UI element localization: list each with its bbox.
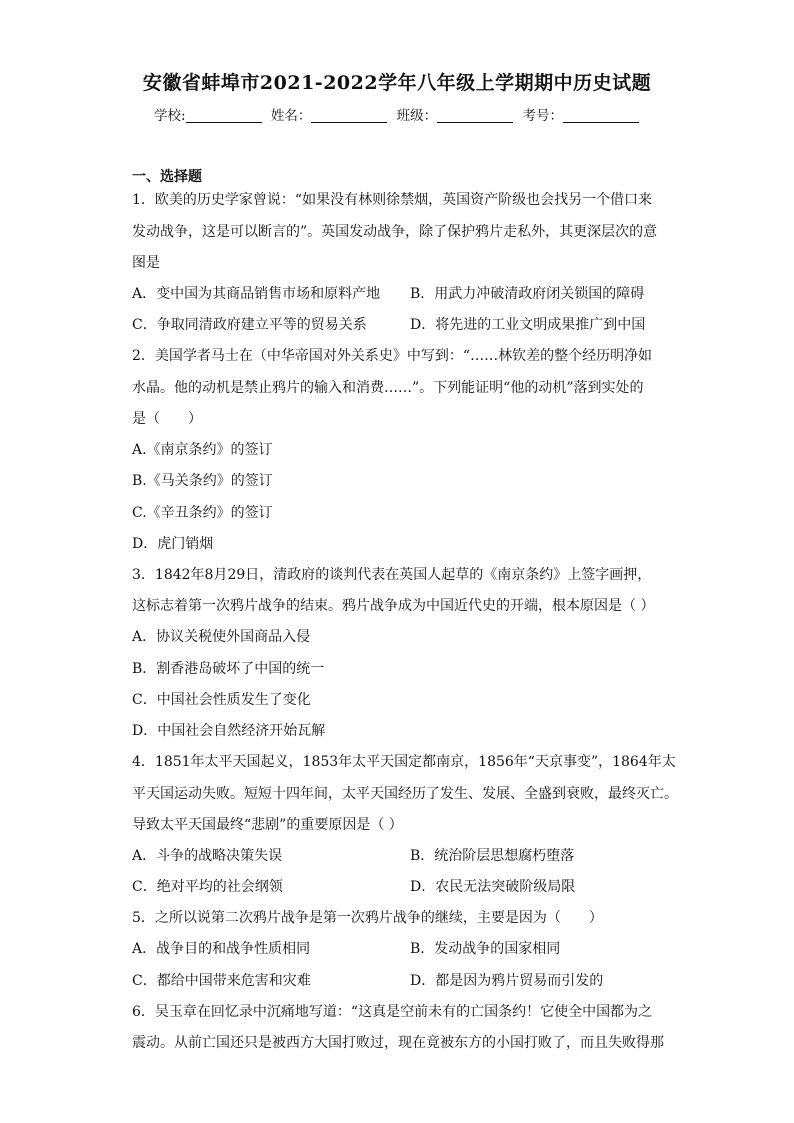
name-label: 姓名： (270, 108, 312, 124)
question-1-option-c[interactable]: C．争取同清政府建立平等的贸易关系 (132, 317, 367, 333)
question-5-option-c[interactable]: C．都给中国带来危害和灾难 (132, 973, 311, 989)
section-heading: 一、选择题 (132, 169, 202, 185)
question-2-option-c[interactable]: C.《辛丑条约》的签订 (132, 505, 273, 521)
question-3-option-b[interactable]: B．割香港岛破坏了中国的统一 (132, 661, 325, 677)
question-5-option-a[interactable]: A．战争目的和战争性质相同 (132, 941, 311, 957)
question-1-option-d[interactable]: D．将先进的工业文明成果推广到中国 (410, 317, 646, 333)
question-4-option-c[interactable]: C．绝对平均的社会纲领 (132, 879, 283, 895)
question-1-option-b[interactable]: B．用武力冲破清政府闭关锁国的障碍 (410, 286, 645, 302)
question-3-line-1: 3．1842年8月29日，清政府的谈判代表在英国人起草的《南京条约》上签字画押， (132, 567, 652, 583)
question-1-line-3: 图是 (132, 255, 160, 271)
exam-title: 安徽省蚌埠市2021-2022学年八年级上学期期中历史试题 (142, 72, 652, 94)
school-label: 学校: (154, 108, 186, 124)
question-5-option-d[interactable]: D．都是因为鸦片贸易而引发的 (410, 973, 604, 989)
school-field[interactable] (186, 108, 262, 123)
question-2-line-1: 2．美国学者马士在（中华帝国对外关系史》中写到：“……林钦差的整个经历明净如 (132, 348, 653, 364)
question-4-line-1: 4．1851年太平天国起义，1853年太平天国定都南京，1856年“天京事变”，1864年太 (132, 754, 676, 770)
exam-number-field[interactable] (563, 108, 639, 123)
question-1-line-1: 1．欧美的历史学家曾说：“如果没有林则徐禁烟，英国资产阶级也会找另一个借口来 (132, 192, 653, 208)
question-3-option-c[interactable]: C．中国社会性质发生了变化 (132, 692, 311, 708)
student-info-row (0, 104, 794, 124)
question-5-line-1: 5．之所以说第二次鸦片战争是第一次鸦片战争的继续，主要是因为（ ） (132, 910, 603, 926)
question-1-line-2: 发动战争，这是可以断言的”。英国发动战争，除了保护鸦片走私外，其更深层次的意 (132, 224, 658, 240)
question-3-line-2: 这标志着第一次鸦片战争的结束。鸦片战争成为中国近代史的开端，根本原因是（ ） (132, 598, 655, 614)
question-4-option-b[interactable]: B．统治阶层思想腐朽堕落 (410, 848, 575, 864)
question-4-option-d[interactable]: D．农民无法突破阶级局限 (410, 879, 576, 895)
question-5-option-b[interactable]: B．发动战争的国家相同 (410, 941, 561, 957)
question-3-option-a[interactable]: A．协议关税使外国商品入侵 (132, 629, 311, 645)
name-field[interactable] (311, 108, 387, 123)
question-4-line-3: 导致太平天国最终“悲剧”的重要原因是（ ） (132, 817, 403, 833)
question-2-option-a[interactable]: A.《南京条约》的签订 (132, 442, 273, 458)
question-2-option-d[interactable]: D．虎门销烟 (132, 536, 214, 552)
question-3-option-d[interactable]: D．中国社会自然经济开始瓦解 (132, 723, 326, 739)
class-label: 班级： (396, 108, 438, 124)
question-4-line-2: 平天国运动失败。短短十四年间，太平天国经历了发生、发展、全盛到衰败，最终灭亡。 (132, 786, 678, 802)
question-2-line-2: 水晶。他的动机是禁止鸦片的输入和消费……”。下列能证明“他的动机”落到实处的 (132, 380, 644, 396)
question-2-option-b[interactable]: B.《马关条约》的签订 (132, 473, 273, 489)
exam-number-label: 考号： (522, 108, 563, 124)
question-1-option-a[interactable]: A．变中国为其商品销售市场和原料产地 (132, 286, 381, 302)
class-field[interactable] (437, 108, 513, 123)
question-6-line-2: 震动。从前亡国还只是被西方大国打败过，现在竟被东方的小国打败了，而且失败得那 (132, 1035, 664, 1051)
question-2-line-3: 是（ ） (132, 411, 202, 427)
question-6-line-1: 6．吴玉章在回忆录中沉痛地写道：“这真是空前未有的亡国条约！它使全中国都为之 (132, 1004, 653, 1020)
question-4-option-a[interactable]: A．斗争的战略决策失误 (132, 848, 283, 864)
